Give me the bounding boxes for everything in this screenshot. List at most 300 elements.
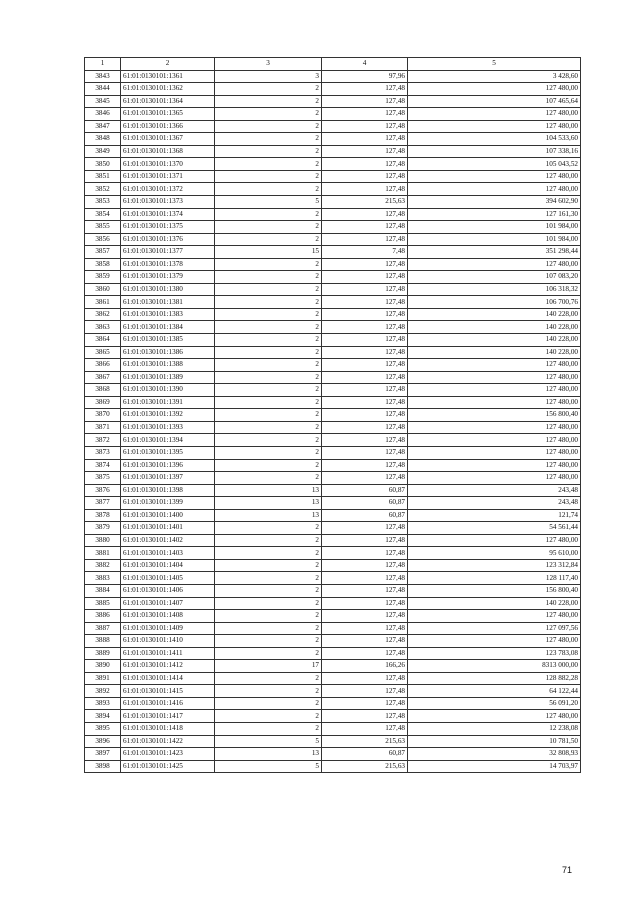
type-code-cell: 13 xyxy=(215,748,322,761)
rate-cell: 127,48 xyxy=(322,83,408,96)
row-number-cell: 3891 xyxy=(85,672,121,685)
rate-cell: 127,48 xyxy=(322,346,408,359)
type-code-cell: 2 xyxy=(215,145,322,158)
rate-cell: 127,48 xyxy=(322,233,408,246)
cadastral-number-cell: 61:01:0130101:1400 xyxy=(121,509,215,522)
value-cell: 127 480,00 xyxy=(408,108,581,121)
value-cell: 12 238,08 xyxy=(408,722,581,735)
value-cell: 107 338,16 xyxy=(408,145,581,158)
value-cell: 394 602,90 xyxy=(408,196,581,209)
cadastral-number-cell: 61:01:0130101:1423 xyxy=(121,748,215,761)
type-code-cell: 13 xyxy=(215,484,322,497)
rate-cell: 127,48 xyxy=(322,434,408,447)
column-header-2: 2 xyxy=(121,58,215,71)
value-cell: 127 480,00 xyxy=(408,384,581,397)
value-cell: 128 117,40 xyxy=(408,572,581,585)
row-number-cell: 3880 xyxy=(85,534,121,547)
type-code-cell: 2 xyxy=(215,334,322,347)
rate-cell: 127,48 xyxy=(322,396,408,409)
rate-cell: 127,48 xyxy=(322,334,408,347)
row-number-cell: 3888 xyxy=(85,635,121,648)
type-code-cell: 2 xyxy=(215,283,322,296)
row-number-cell: 3889 xyxy=(85,647,121,660)
cadastral-number-cell: 61:01:0130101:1364 xyxy=(121,95,215,108)
value-cell: 351 298,44 xyxy=(408,246,581,259)
table-row xyxy=(85,108,581,121)
value-cell: 127 480,00 xyxy=(408,446,581,459)
value-cell: 56 091,20 xyxy=(408,697,581,710)
table-row xyxy=(85,635,581,648)
table-row xyxy=(85,610,581,623)
cadastral-number-cell: 61:01:0130101:1374 xyxy=(121,208,215,221)
cadastral-number-cell: 61:01:0130101:1408 xyxy=(121,610,215,623)
table-row xyxy=(85,509,581,522)
value-cell: 127 480,00 xyxy=(408,635,581,648)
table-row xyxy=(85,346,581,359)
row-number-cell: 3864 xyxy=(85,334,121,347)
cadastral-number-cell: 61:01:0130101:1394 xyxy=(121,434,215,447)
cadastral-number-cell: 61:01:0130101:1404 xyxy=(121,559,215,572)
rate-cell: 127,48 xyxy=(322,472,408,485)
row-number-cell: 3860 xyxy=(85,283,121,296)
type-code-cell: 2 xyxy=(215,120,322,133)
type-code-cell: 17 xyxy=(215,660,322,673)
row-number-cell: 3865 xyxy=(85,346,121,359)
table-row xyxy=(85,208,581,221)
value-cell: 243,48 xyxy=(408,497,581,510)
row-number-cell: 3885 xyxy=(85,597,121,610)
rate-cell: 127,48 xyxy=(322,183,408,196)
type-code-cell: 2 xyxy=(215,597,322,610)
type-code-cell: 2 xyxy=(215,722,322,735)
type-code-cell: 2 xyxy=(215,547,322,560)
table-row xyxy=(85,183,581,196)
type-code-cell: 3 xyxy=(215,70,322,83)
rate-cell: 127,48 xyxy=(322,685,408,698)
cadastral-number-cell: 61:01:0130101:1389 xyxy=(121,371,215,384)
type-code-cell: 2 xyxy=(215,221,322,234)
rate-cell: 127,48 xyxy=(322,622,408,635)
rate-cell: 127,48 xyxy=(322,584,408,597)
row-number-cell: 3863 xyxy=(85,321,121,334)
table-row xyxy=(85,233,581,246)
row-number-cell: 3872 xyxy=(85,434,121,447)
cadastral-number-cell: 61:01:0130101:1405 xyxy=(121,572,215,585)
value-cell: 140 228,00 xyxy=(408,334,581,347)
rate-cell: 127,48 xyxy=(322,547,408,560)
type-code-cell: 2 xyxy=(215,559,322,572)
type-code-cell: 2 xyxy=(215,95,322,108)
value-cell: 156 800,40 xyxy=(408,409,581,422)
cadastral-number-cell: 61:01:0130101:1376 xyxy=(121,233,215,246)
cadastral-number-cell: 61:01:0130101:1370 xyxy=(121,158,215,171)
value-cell: 107 083,20 xyxy=(408,271,581,284)
rate-cell: 127,48 xyxy=(322,133,408,146)
rate-cell: 127,48 xyxy=(322,610,408,623)
row-number-cell: 3894 xyxy=(85,710,121,723)
type-code-cell: 2 xyxy=(215,133,322,146)
row-number-cell: 3846 xyxy=(85,108,121,121)
value-cell: 101 984,00 xyxy=(408,233,581,246)
table-row xyxy=(85,710,581,723)
table-row xyxy=(85,158,581,171)
row-number-cell: 3850 xyxy=(85,158,121,171)
cadastral-number-cell: 61:01:0130101:1396 xyxy=(121,459,215,472)
table-row xyxy=(85,308,581,321)
row-number-cell: 3874 xyxy=(85,459,121,472)
row-number-cell: 3847 xyxy=(85,120,121,133)
type-code-cell: 2 xyxy=(215,308,322,321)
cadastral-number-cell: 61:01:0130101:1367 xyxy=(121,133,215,146)
type-code-cell: 2 xyxy=(215,384,322,397)
type-code-cell: 15 xyxy=(215,246,322,259)
type-code-cell: 2 xyxy=(215,534,322,547)
table-row xyxy=(85,83,581,96)
cadastral-number-cell: 61:01:0130101:1403 xyxy=(121,547,215,560)
cadastral-number-cell: 61:01:0130101:1380 xyxy=(121,283,215,296)
type-code-cell: 2 xyxy=(215,572,322,585)
row-number-cell: 3867 xyxy=(85,371,121,384)
cadastral-number-cell: 61:01:0130101:1383 xyxy=(121,308,215,321)
row-number-cell: 3881 xyxy=(85,547,121,560)
value-cell: 121,74 xyxy=(408,509,581,522)
row-number-cell: 3870 xyxy=(85,409,121,422)
table-row xyxy=(85,421,581,434)
table-row xyxy=(85,547,581,560)
table-row xyxy=(85,459,581,472)
rate-cell: 127,48 xyxy=(322,446,408,459)
rate-cell: 127,48 xyxy=(322,359,408,372)
table-row xyxy=(85,522,581,535)
value-cell: 127 480,00 xyxy=(408,120,581,133)
value-cell: 127 480,00 xyxy=(408,421,581,434)
rate-cell: 127,48 xyxy=(322,409,408,422)
table-row xyxy=(85,321,581,334)
cadastral-number-cell: 61:01:0130101:1399 xyxy=(121,497,215,510)
value-cell: 127 480,00 xyxy=(408,610,581,623)
cadastral-number-cell: 61:01:0130101:1412 xyxy=(121,660,215,673)
rate-cell: 127,48 xyxy=(322,672,408,685)
rate-cell: 127,48 xyxy=(322,271,408,284)
type-code-cell: 2 xyxy=(215,233,322,246)
table-row xyxy=(85,133,581,146)
type-code-cell: 2 xyxy=(215,685,322,698)
cadastral-number-cell: 61:01:0130101:1392 xyxy=(121,409,215,422)
cadastral-number-cell: 61:01:0130101:1378 xyxy=(121,258,215,271)
table-row xyxy=(85,484,581,497)
rate-cell: 60,87 xyxy=(322,497,408,510)
table-row xyxy=(85,685,581,698)
type-code-cell: 2 xyxy=(215,472,322,485)
table-body xyxy=(85,70,581,773)
cadastral-number-cell: 61:01:0130101:1401 xyxy=(121,522,215,535)
rate-cell: 97,96 xyxy=(322,70,408,83)
rate-cell: 127,48 xyxy=(322,95,408,108)
rate-cell: 215,63 xyxy=(322,196,408,209)
cadastral-number-cell: 61:01:0130101:1391 xyxy=(121,396,215,409)
type-code-cell: 5 xyxy=(215,196,322,209)
type-code-cell: 2 xyxy=(215,371,322,384)
rate-cell: 127,48 xyxy=(322,597,408,610)
row-number-cell: 3858 xyxy=(85,258,121,271)
value-cell: 104 533,60 xyxy=(408,133,581,146)
value-cell: 3 428,60 xyxy=(408,70,581,83)
value-cell: 140 228,00 xyxy=(408,308,581,321)
type-code-cell: 2 xyxy=(215,584,322,597)
value-cell: 127 480,00 xyxy=(408,183,581,196)
table-header-row xyxy=(85,58,581,71)
page-number: 71 xyxy=(562,865,573,875)
value-cell: 140 228,00 xyxy=(408,597,581,610)
type-code-cell: 5 xyxy=(215,760,322,773)
value-cell: 127 480,00 xyxy=(408,396,581,409)
value-cell: 128 882,28 xyxy=(408,672,581,685)
cadastral-number-cell: 61:01:0130101:1386 xyxy=(121,346,215,359)
table-row xyxy=(85,647,581,660)
cadastral-value-table xyxy=(84,57,581,773)
cadastral-number-cell: 61:01:0130101:1371 xyxy=(121,170,215,183)
cadastral-number-cell: 61:01:0130101:1411 xyxy=(121,647,215,660)
rate-cell: 127,48 xyxy=(322,108,408,121)
rate-cell: 127,48 xyxy=(322,459,408,472)
rate-cell: 127,48 xyxy=(322,697,408,710)
type-code-cell: 2 xyxy=(215,672,322,685)
value-cell: 140 228,00 xyxy=(408,321,581,334)
value-cell: 10 781,50 xyxy=(408,735,581,748)
rate-cell: 127,48 xyxy=(322,296,408,309)
row-number-cell: 3886 xyxy=(85,610,121,623)
row-number-cell: 3861 xyxy=(85,296,121,309)
cadastral-number-cell: 61:01:0130101:1409 xyxy=(121,622,215,635)
rate-cell: 127,48 xyxy=(322,534,408,547)
value-cell: 64 122,44 xyxy=(408,685,581,698)
table-row xyxy=(85,735,581,748)
cadastral-number-cell: 61:01:0130101:1407 xyxy=(121,597,215,610)
cadastral-number-cell: 61:01:0130101:1365 xyxy=(121,108,215,121)
table-row xyxy=(85,70,581,83)
table-row xyxy=(85,170,581,183)
row-number-cell: 3882 xyxy=(85,559,121,572)
rate-cell: 127,48 xyxy=(322,158,408,171)
type-code-cell: 2 xyxy=(215,421,322,434)
type-code-cell: 2 xyxy=(215,108,322,121)
type-code-cell: 2 xyxy=(215,434,322,447)
table-row xyxy=(85,584,581,597)
type-code-cell: 2 xyxy=(215,697,322,710)
row-number-cell: 3871 xyxy=(85,421,121,434)
column-header-1: 1 xyxy=(85,58,121,71)
rate-cell: 127,48 xyxy=(322,710,408,723)
type-code-cell: 2 xyxy=(215,459,322,472)
cadastral-number-cell: 61:01:0130101:1375 xyxy=(121,221,215,234)
row-number-cell: 3897 xyxy=(85,748,121,761)
value-cell: 156 800,40 xyxy=(408,584,581,597)
type-code-cell: 2 xyxy=(215,258,322,271)
row-number-cell: 3848 xyxy=(85,133,121,146)
rate-cell: 127,48 xyxy=(322,522,408,535)
rate-cell: 127,48 xyxy=(322,283,408,296)
rate-cell: 7,48 xyxy=(322,246,408,259)
table-row xyxy=(85,283,581,296)
value-cell: 95 610,00 xyxy=(408,547,581,560)
cadastral-number-cell: 61:01:0130101:1362 xyxy=(121,83,215,96)
column-header-3: 3 xyxy=(215,58,322,71)
cadastral-number-cell: 61:01:0130101:1372 xyxy=(121,183,215,196)
value-cell: 106 700,76 xyxy=(408,296,581,309)
type-code-cell: 2 xyxy=(215,183,322,196)
table-row xyxy=(85,559,581,572)
cadastral-number-cell: 61:01:0130101:1384 xyxy=(121,321,215,334)
cadastral-number-cell: 61:01:0130101:1379 xyxy=(121,271,215,284)
rate-cell: 127,48 xyxy=(322,308,408,321)
cadastral-number-cell: 61:01:0130101:1406 xyxy=(121,584,215,597)
table-row xyxy=(85,145,581,158)
row-number-cell: 3862 xyxy=(85,308,121,321)
row-number-cell: 3879 xyxy=(85,522,121,535)
type-code-cell: 2 xyxy=(215,647,322,660)
value-cell: 127 480,00 xyxy=(408,371,581,384)
cadastral-number-cell: 61:01:0130101:1373 xyxy=(121,196,215,209)
value-cell: 123 783,08 xyxy=(408,647,581,660)
cadastral-number-cell: 61:01:0130101:1377 xyxy=(121,246,215,259)
table-row xyxy=(85,384,581,397)
rate-cell: 127,48 xyxy=(322,647,408,660)
row-number-cell: 3890 xyxy=(85,660,121,673)
row-number-cell: 3859 xyxy=(85,271,121,284)
type-code-cell: 2 xyxy=(215,635,322,648)
row-number-cell: 3849 xyxy=(85,145,121,158)
table-row xyxy=(85,296,581,309)
value-cell: 105 043,52 xyxy=(408,158,581,171)
cadastral-number-cell: 61:01:0130101:1415 xyxy=(121,685,215,698)
table-row xyxy=(85,409,581,422)
table-row xyxy=(85,622,581,635)
table-row xyxy=(85,396,581,409)
type-code-cell: 2 xyxy=(215,170,322,183)
table-row xyxy=(85,446,581,459)
table-row xyxy=(85,271,581,284)
row-number-cell: 3851 xyxy=(85,170,121,183)
value-cell: 127 161,30 xyxy=(408,208,581,221)
table-row xyxy=(85,359,581,372)
row-number-cell: 3893 xyxy=(85,697,121,710)
type-code-cell: 2 xyxy=(215,346,322,359)
row-number-cell: 3855 xyxy=(85,221,121,234)
row-number-cell: 3843 xyxy=(85,70,121,83)
type-code-cell: 2 xyxy=(215,359,322,372)
value-cell: 140 228,00 xyxy=(408,346,581,359)
rate-cell: 60,87 xyxy=(322,748,408,761)
type-code-cell: 2 xyxy=(215,446,322,459)
row-number-cell: 3876 xyxy=(85,484,121,497)
row-number-cell: 3877 xyxy=(85,497,121,510)
table-row xyxy=(85,497,581,510)
row-number-cell: 3895 xyxy=(85,722,121,735)
cadastral-number-cell: 61:01:0130101:1393 xyxy=(121,421,215,434)
row-number-cell: 3853 xyxy=(85,196,121,209)
value-cell: 54 561,44 xyxy=(408,522,581,535)
value-cell: 127 480,00 xyxy=(408,170,581,183)
type-code-cell: 2 xyxy=(215,158,322,171)
table-row xyxy=(85,221,581,234)
table-row xyxy=(85,672,581,685)
column-header-4: 4 xyxy=(322,58,408,71)
row-number-cell: 3887 xyxy=(85,622,121,635)
value-cell: 32 808,93 xyxy=(408,748,581,761)
value-cell: 14 703,97 xyxy=(408,760,581,773)
cadastral-number-cell: 61:01:0130101:1417 xyxy=(121,710,215,723)
type-code-cell: 2 xyxy=(215,522,322,535)
row-number-cell: 3869 xyxy=(85,396,121,409)
cadastral-number-cell: 61:01:0130101:1416 xyxy=(121,697,215,710)
type-code-cell: 2 xyxy=(215,610,322,623)
type-code-cell: 2 xyxy=(215,622,322,635)
cadastral-number-cell: 61:01:0130101:1390 xyxy=(121,384,215,397)
type-code-cell: 2 xyxy=(215,710,322,723)
cadastral-number-cell: 61:01:0130101:1418 xyxy=(121,722,215,735)
table-row xyxy=(85,660,581,673)
value-cell: 127 480,00 xyxy=(408,710,581,723)
cadastral-number-cell: 61:01:0130101:1410 xyxy=(121,635,215,648)
type-code-cell: 2 xyxy=(215,208,322,221)
rate-cell: 215,63 xyxy=(322,735,408,748)
table-row xyxy=(85,246,581,259)
value-cell: 127 480,00 xyxy=(408,359,581,372)
rate-cell: 127,48 xyxy=(322,208,408,221)
rate-cell: 127,48 xyxy=(322,635,408,648)
row-number-cell: 3873 xyxy=(85,446,121,459)
table-row xyxy=(85,120,581,133)
table-row xyxy=(85,334,581,347)
cadastral-number-cell: 61:01:0130101:1425 xyxy=(121,760,215,773)
cadastral-number-cell: 61:01:0130101:1366 xyxy=(121,120,215,133)
row-number-cell: 3854 xyxy=(85,208,121,221)
column-header-5: 5 xyxy=(408,58,581,71)
row-number-cell: 3868 xyxy=(85,384,121,397)
table-row xyxy=(85,597,581,610)
type-code-cell: 2 xyxy=(215,396,322,409)
value-cell: 127 480,00 xyxy=(408,534,581,547)
cadastral-number-cell: 61:01:0130101:1402 xyxy=(121,534,215,547)
type-code-cell: 2 xyxy=(215,296,322,309)
row-number-cell: 3892 xyxy=(85,685,121,698)
rate-cell: 127,48 xyxy=(322,559,408,572)
value-cell: 101 984,00 xyxy=(408,221,581,234)
row-number-cell: 3898 xyxy=(85,760,121,773)
rate-cell: 60,87 xyxy=(322,484,408,497)
rate-cell: 60,87 xyxy=(322,509,408,522)
table-row xyxy=(85,95,581,108)
value-cell: 243,48 xyxy=(408,484,581,497)
value-cell: 127 480,00 xyxy=(408,434,581,447)
cadastral-number-cell: 61:01:0130101:1388 xyxy=(121,359,215,372)
rate-cell: 166,26 xyxy=(322,660,408,673)
row-number-cell: 3878 xyxy=(85,509,121,522)
rate-cell: 127,48 xyxy=(322,321,408,334)
table-row xyxy=(85,534,581,547)
table-row xyxy=(85,572,581,585)
rate-cell: 127,48 xyxy=(322,221,408,234)
type-code-cell: 2 xyxy=(215,83,322,96)
value-cell: 127 480,00 xyxy=(408,472,581,485)
rate-cell: 127,48 xyxy=(322,371,408,384)
cadastral-number-cell: 61:01:0130101:1414 xyxy=(121,672,215,685)
rate-cell: 127,48 xyxy=(322,170,408,183)
table-row xyxy=(85,722,581,735)
table-row xyxy=(85,748,581,761)
row-number-cell: 3883 xyxy=(85,572,121,585)
value-cell: 8313 000,00 xyxy=(408,660,581,673)
